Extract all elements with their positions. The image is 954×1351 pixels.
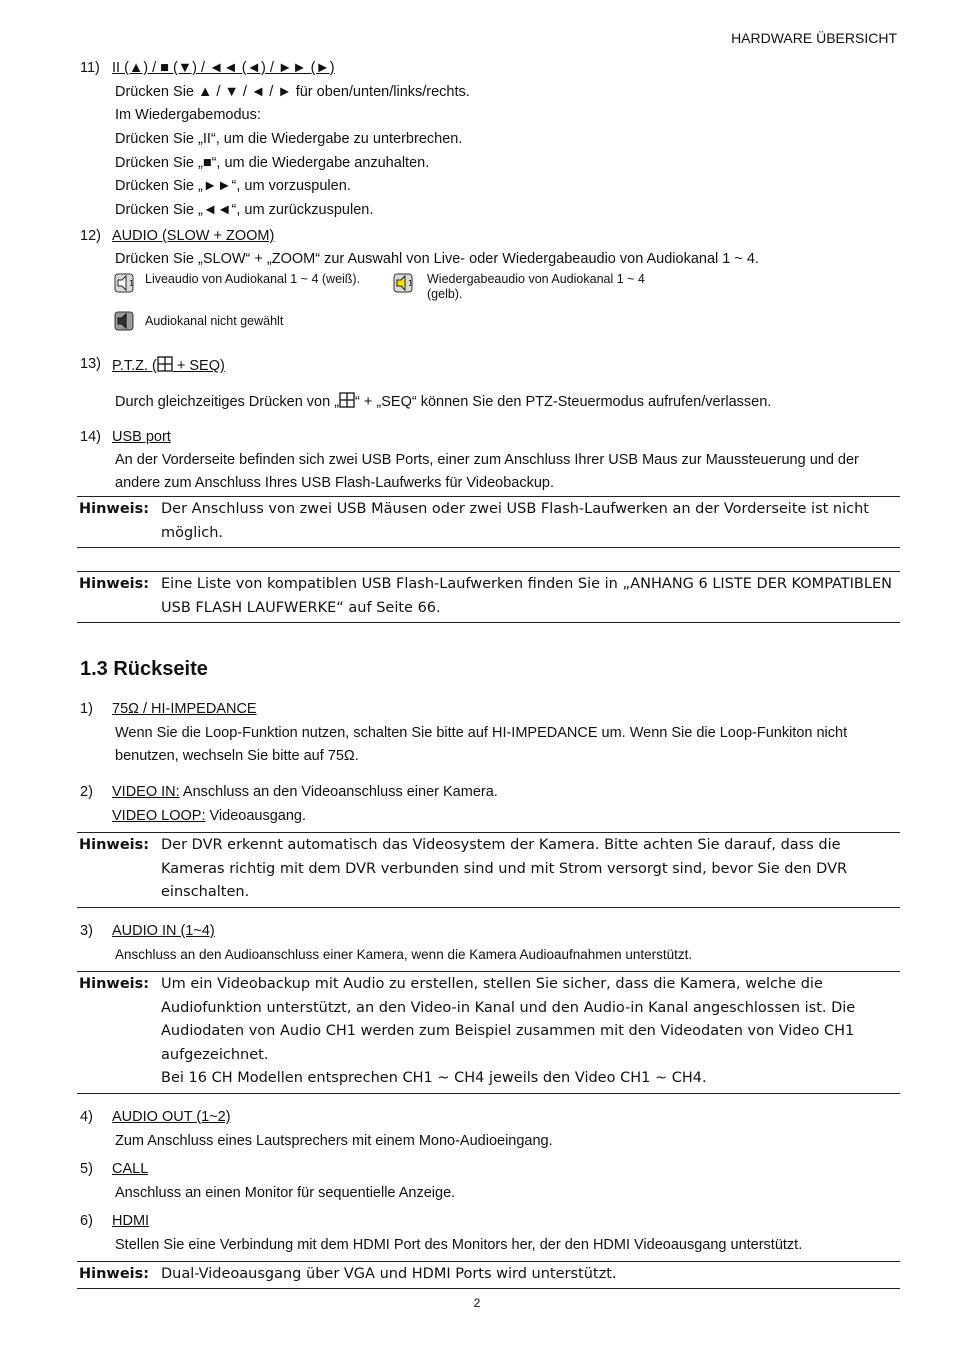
speaker-muted-icon xyxy=(114,311,134,331)
paragraph: Wenn Sie die Loop-Funktion nutzen, schalten Sie bitte auf HI-IMPEDANCE um. Wenn Sie die Loop-Funkiton nicht benutzen, wechseln Sie bitte auf 75Ω. xyxy=(115,725,848,764)
note-text: Der Anschluss von zwei USB Mäusen oder zwei USB Flash-Laufwerken an der Vorderseite ist nicht möglich. xyxy=(161,501,869,541)
ptz-text-part: Durch gleichzeitiges Drücken von „ xyxy=(115,394,340,410)
quad-view-icon xyxy=(339,392,355,408)
svg-text:1: 1 xyxy=(408,279,413,288)
legend-no-audio: Audiokanal nicht gewählt xyxy=(145,314,284,328)
note-text: Dual-Videoausgang über VGA und HDMI Ports wird unterstützt. xyxy=(161,1266,617,1282)
item-number: 4) xyxy=(80,1109,93,1125)
text-line: Anschluss an einen Monitor für sequentielle Anzeige. xyxy=(115,1185,456,1201)
video-in-text: Anschluss an den Videoanschluss einer Kamera. xyxy=(179,784,498,800)
text-line: Drücken Sie ▲ / ▼ / ◄ / ► für oben/unten/links/rechts. xyxy=(115,84,470,100)
item-number: 14) xyxy=(80,429,101,445)
text-line: Drücken Sie „II“, um die Wiedergabe zu unterbrechen. xyxy=(115,131,463,147)
item-number: 1) xyxy=(80,701,93,717)
video-in-line xyxy=(112,784,498,800)
speaker-yellow-icon xyxy=(393,273,413,293)
item-title-audio: AUDIO (SLOW + ZOOM) xyxy=(112,228,275,244)
note-text: Eine Liste von kompatiblen USB Flash-Laufwerken finden Sie in „ANHANG 6 LISTE DER KOMPATIBLEN USB FLASH LAUFWERKE“ auf Seite 66. xyxy=(161,576,892,616)
legend-playback-audio: Wiedergabeaudio von Audiokanal 1 ~ 4 xyxy=(427,272,645,286)
divider xyxy=(77,1288,900,1289)
divider xyxy=(77,832,900,833)
ptz-title-part: + SEQ) xyxy=(172,358,225,374)
quad-view-icon xyxy=(157,356,173,372)
note-text: Bei 16 CH Modellen entsprechen CH1 ~ CH4 jeweils den Video CH1 ~ CH4. xyxy=(161,1070,707,1086)
item-title-audio-out: AUDIO OUT (1~2) xyxy=(112,1109,231,1125)
divider xyxy=(77,1261,900,1262)
item-number: 2) xyxy=(80,784,93,800)
note-box xyxy=(79,573,904,620)
note-box xyxy=(79,498,904,545)
video-loop-text: Videoausgang. xyxy=(205,808,307,824)
ptz-text-part: “ + „SEQ“ können Sie den PTZ-Steuermodus aufrufen/verlassen. xyxy=(355,394,772,410)
divider xyxy=(77,1093,900,1094)
text-line: Drücken Sie „SLOW“ + „ZOOM“ zur Auswahl von Live- oder Wiedergabeaudio von Audiokanal 1 ~ 4. xyxy=(115,251,759,267)
item-number: 5) xyxy=(80,1161,93,1177)
item-title-playback-keys: II (▲) / ■ (▼) / ◄◄ (◄) / ►► (►) xyxy=(112,60,335,76)
video-in-label: VIDEO IN: xyxy=(112,784,180,800)
divider xyxy=(77,907,900,908)
paragraph: An der Vorderseite befinden sich zwei USB Ports, einer zum Anschluss Ihrer USB Maus zur Maussteuerung und der andere zum Anschluss Ihres USB Flash-Laufwerks für Videobackup. xyxy=(115,452,859,491)
item-title-call: CALL xyxy=(112,1161,149,1177)
text-line: Zum Anschluss eines Lautsprechers mit einem Mono-Audioeingang. xyxy=(115,1133,553,1149)
item-number: 6) xyxy=(80,1213,93,1229)
text-line: Drücken Sie „►►“, um vorzuspulen. xyxy=(115,178,351,194)
note-label: Hinweis: xyxy=(79,1266,150,1282)
note-text: Um ein Videobackup mit Audio zu erstellen, stellen Sie sicher, dass die Kamera, welche die Audiofunktion unterstützt, an den Video-in Kanal und den Audio-in Kanal angeschlossen ist. Die Audiodaten von Audio CH1 werden zum Beispiel zusammen mit den Videodaten von Video CH1 aufgezeichnet. xyxy=(161,976,856,1063)
text-line: Drücken Sie „■“, um die Wiedergabe anzuhalten. xyxy=(115,155,430,171)
speaker-white-icon xyxy=(114,273,134,293)
divider xyxy=(77,547,900,548)
item-title-hdmi: HDMI xyxy=(112,1213,150,1229)
divider xyxy=(77,622,900,623)
page-header: HARDWARE ÜBERSICHT xyxy=(731,30,897,46)
note-label: Hinweis: xyxy=(79,576,150,592)
ptz-title-part: P.T.Z. ( xyxy=(112,358,157,374)
divider xyxy=(77,496,900,497)
item-number: 13) xyxy=(80,356,101,372)
note-label: Hinweis: xyxy=(79,976,150,992)
legend-playback-audio-color: (gelb). xyxy=(427,287,463,301)
note-text: Der DVR erkennt automatisch das Videosystem der Kamera. Bitte achten Sie darauf, dass die Kameras richtig mit dem DVR verbunden sind und mit Strom versorgt sind, bevor Sie den DVR einschalten. xyxy=(161,837,848,900)
item-title-usb: USB port xyxy=(112,429,171,445)
item-title-ptz xyxy=(112,356,225,374)
note-label: Hinweis: xyxy=(79,837,150,853)
section-heading: 1.3 Rückseite xyxy=(80,658,208,680)
video-loop-label: VIDEO LOOP: xyxy=(112,808,206,824)
text-line: Drücken Sie „◄◄“, um zurückzuspulen. xyxy=(115,202,374,218)
svg-text:1: 1 xyxy=(129,279,134,288)
text-line: Anschluss an den Audioanschluss einer Kamera, wenn die Kamera Audioaufnahmen unterstützt. xyxy=(115,947,693,962)
video-loop-line xyxy=(112,808,306,824)
item-number: 11) xyxy=(80,60,100,76)
note-box xyxy=(79,1263,904,1287)
divider xyxy=(77,571,900,572)
item-number: 3) xyxy=(80,923,93,939)
item-title-audio-in: AUDIO IN (1~4) xyxy=(112,923,215,939)
text-line: Im Wiedergabemodus: xyxy=(115,107,261,123)
note-box xyxy=(79,973,904,1091)
item-number: 12) xyxy=(80,228,101,244)
text-line xyxy=(115,392,771,410)
legend-live-audio: Liveaudio von Audiokanal 1 ~ 4 (weiß). xyxy=(145,272,361,286)
divider xyxy=(77,971,900,972)
page-number: 2 xyxy=(473,1296,481,1310)
text-line: Stellen Sie eine Verbindung mit dem HDMI Port des Monitors her, der den HDMI Videoausgang unterstützt. xyxy=(115,1237,803,1253)
item-title-impedance: 75Ω / HI-IMPEDANCE xyxy=(112,701,257,717)
note-box xyxy=(79,834,904,905)
note-label: Hinweis: xyxy=(79,501,150,517)
